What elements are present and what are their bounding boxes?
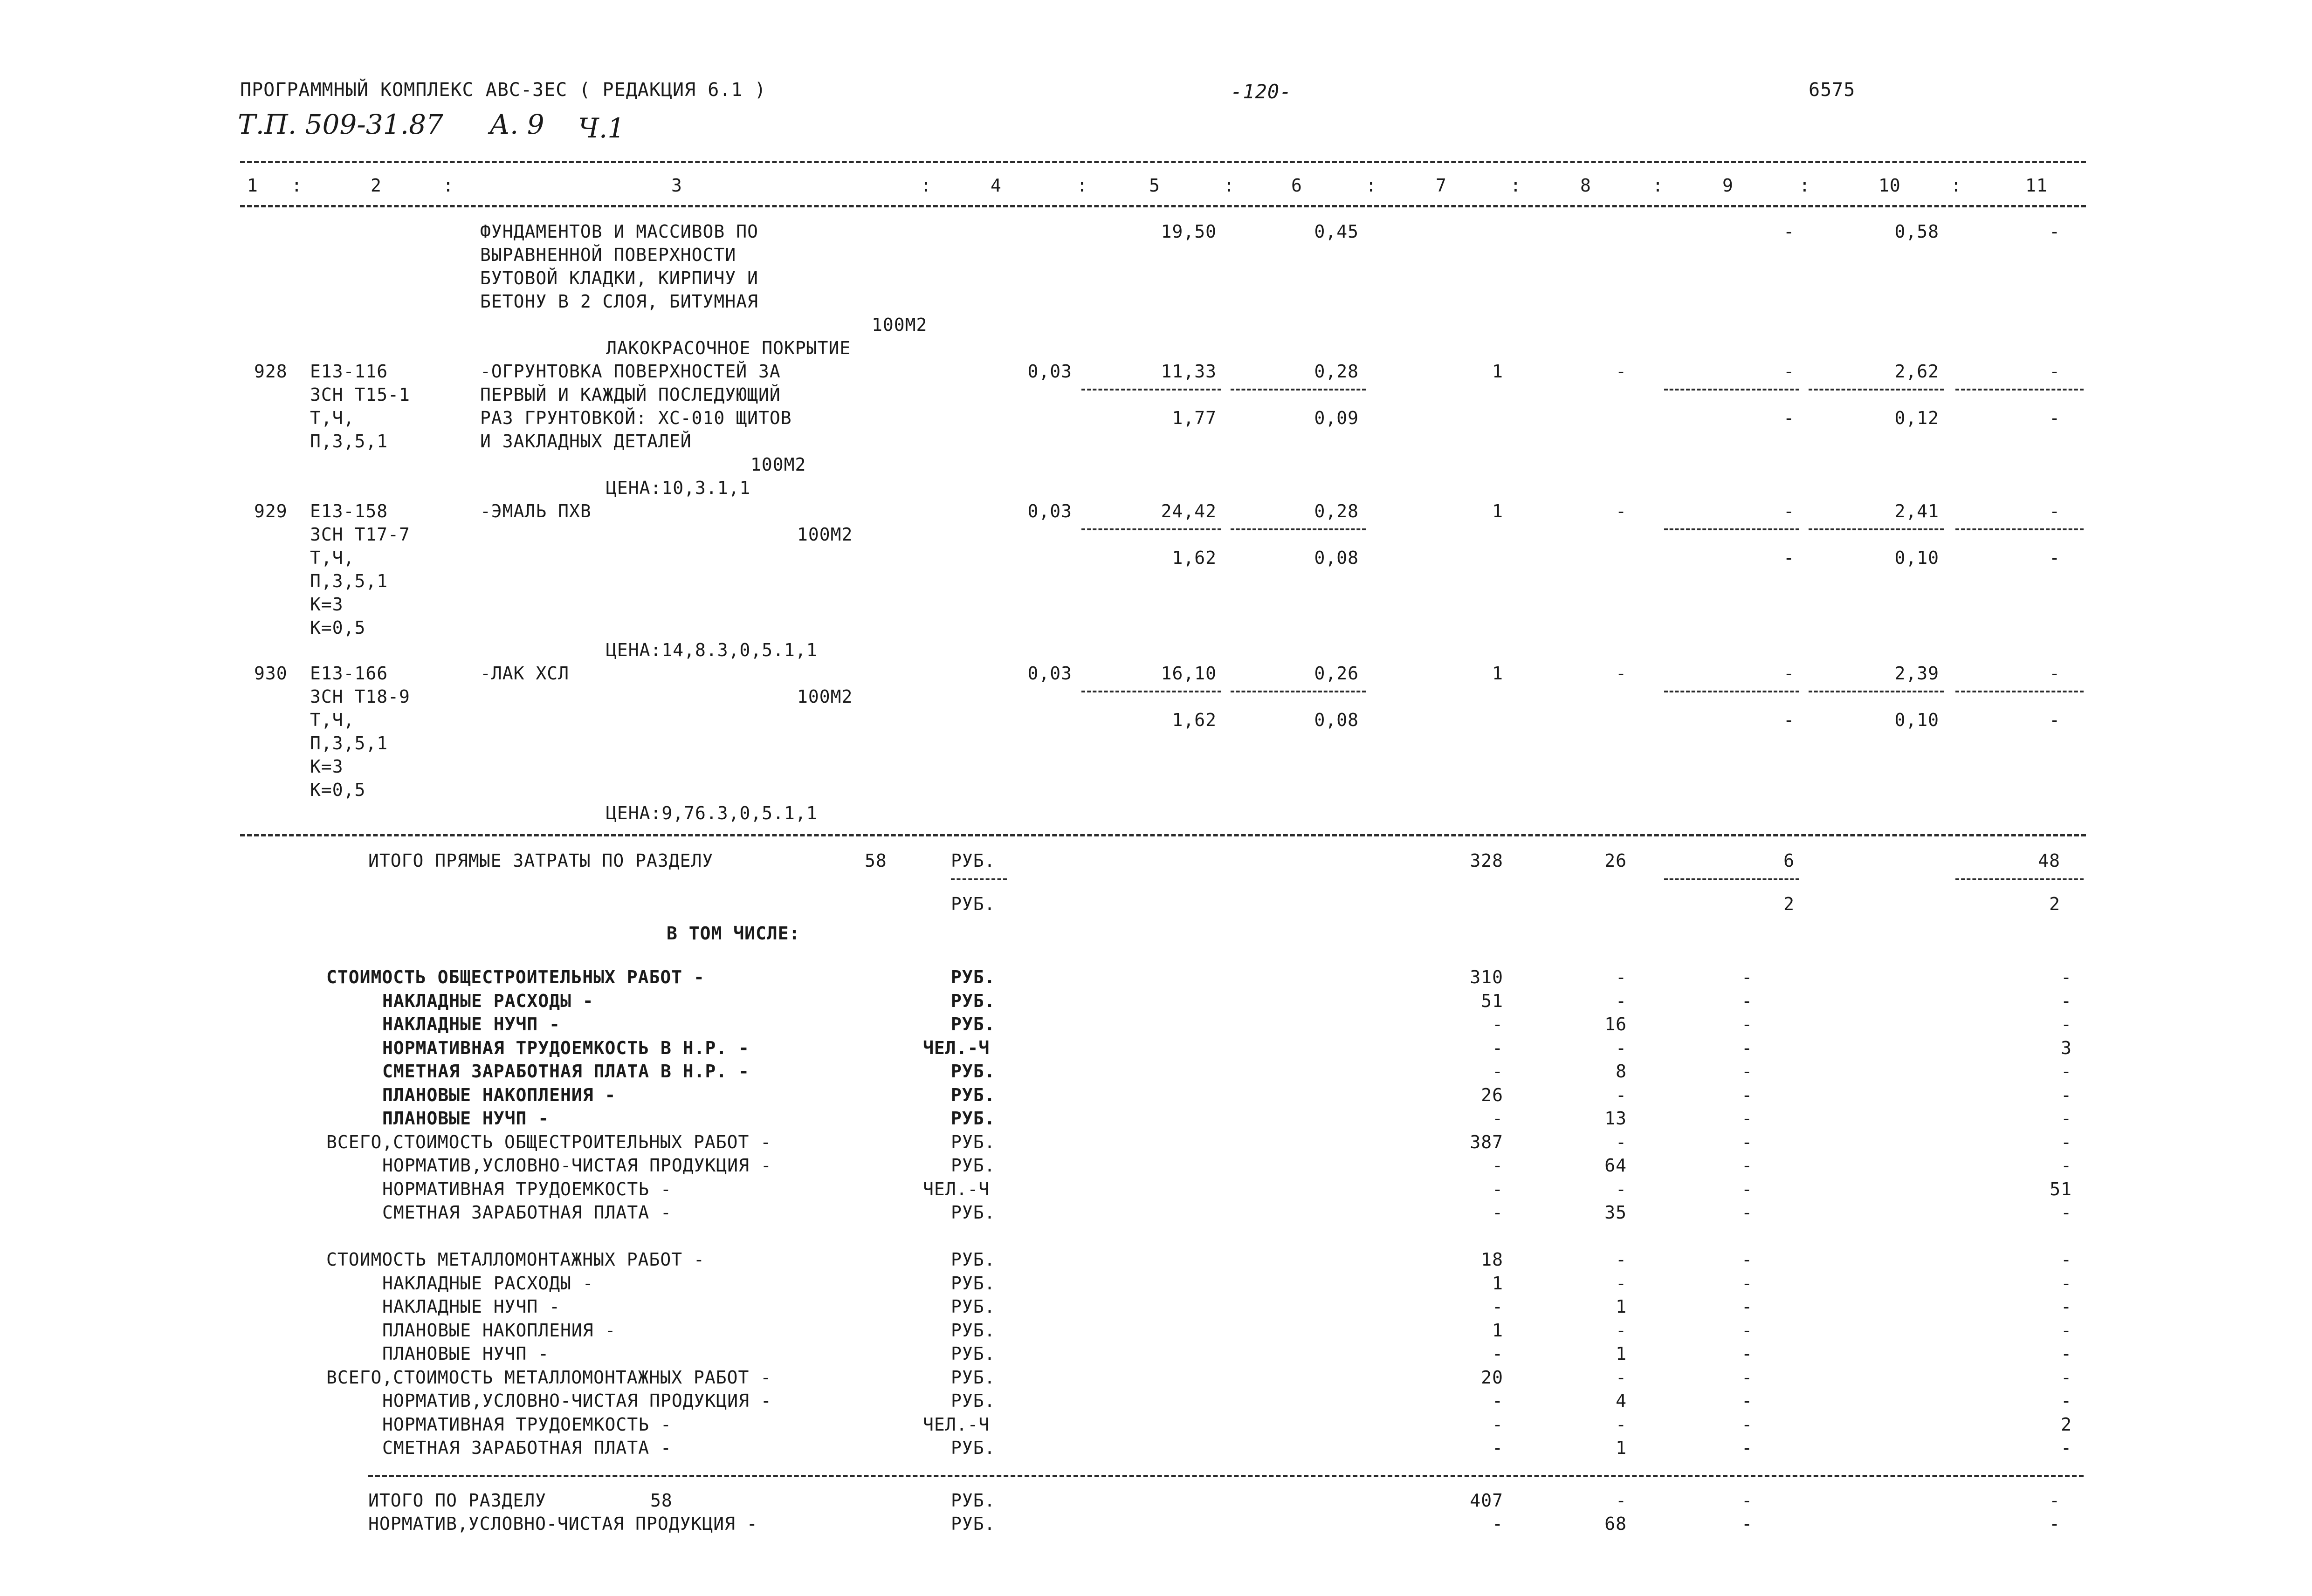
summary-col9: - — [1741, 1155, 1753, 1176]
column-header-6: 6 — [1291, 175, 1302, 196]
cell-c7: 1 — [1492, 361, 1503, 382]
summary-col11: - — [2061, 1296, 2072, 1317]
description-line: БЕТОНУ В 2 СЛОЯ, БИТУМНАЯ — [480, 291, 758, 312]
summary-unit: РУБ. — [951, 1438, 996, 1458]
summary-unit: РУБ. — [951, 991, 996, 1011]
summary-unit: РУБ. — [951, 1202, 996, 1223]
summary-col9: - — [1741, 1367, 1753, 1388]
cell-c10: 2,41 — [1894, 501, 1939, 521]
summary-unit: РУБ. — [951, 1249, 996, 1270]
summary-col11: - — [2061, 1132, 2072, 1152]
column-header-3: 3 — [671, 175, 682, 196]
summary-col9: - — [1741, 991, 1753, 1011]
unit-label: 100М2 — [797, 524, 853, 545]
description-line: ВЫРАВНЕННОЙ ПОВЕРХНОСТИ — [480, 245, 736, 265]
unit-price: ЦЕНА:10,3.1,1 — [606, 478, 751, 498]
cell-c5: 24,42 — [1161, 501, 1217, 521]
entry-number: 930 — [254, 663, 288, 684]
cell-c6: 0,26 — [1314, 663, 1359, 684]
entry-code-line: ЗСН Т15-1 — [310, 384, 410, 405]
cell-c8: - — [1616, 663, 1627, 684]
summary-label: ВСЕГО,СТОИМОСТЬ МЕТАЛЛОМОНТАЖНЫХ РАБОТ - — [326, 1367, 772, 1388]
summary-col8: 8 — [1616, 1061, 1627, 1082]
summary-col11: - — [2061, 1249, 2072, 1270]
description-line: -ЭМАЛЬ ПХВ — [480, 501, 592, 521]
column-separator: : — [1510, 175, 1521, 196]
entry-code-line: Т,Ч, — [310, 408, 355, 428]
cell-col5-lower: 1,62 — [1172, 548, 1217, 568]
summary-col9: - — [1741, 1179, 1753, 1199]
column-header-8: 8 — [1580, 175, 1591, 196]
summary-unit: РУБ. — [951, 1391, 996, 1411]
final-label: НОРМАТИВ,УСЛОВНО-ЧИСТАЯ ПРОДУКЦИЯ - — [368, 1514, 758, 1534]
final-unit: РУБ. — [951, 1514, 996, 1534]
summary-col7: - — [1492, 1179, 1503, 1199]
summary-col8: 4 — [1616, 1391, 1627, 1411]
column-separator: : — [921, 175, 932, 196]
cell-subrule — [1955, 389, 2084, 390]
summary-label: НОРМАТИВНАЯ ТРУДОЕМКОСТЬ В Н.Р. - — [382, 1038, 750, 1058]
cell-subrule — [1664, 389, 1799, 390]
summary-col9: - — [1741, 1343, 1753, 1364]
summary-col9: - — [1741, 1391, 1753, 1411]
summary-col7: 1 — [1492, 1320, 1503, 1341]
summary-col11: - — [2061, 991, 2072, 1011]
summary-col8: 35 — [1604, 1202, 1627, 1223]
description-line: -ОГРУНТОВКА ПОВЕРХНОСТЕЙ ЗА — [480, 361, 781, 382]
summary-col11: - — [2061, 1343, 2072, 1364]
cell-col5-lower: 1,77 — [1172, 408, 1217, 428]
column-separator: : — [1224, 175, 1235, 196]
entry-code-line: ЗСН Т18-9 — [310, 686, 410, 707]
sheet-code: 6575 — [1809, 79, 1856, 101]
cell-c11: - — [2049, 663, 2060, 684]
summary-label: СТОИМОСТЬ МЕТАЛЛОМОНТАЖНЫХ РАБОТ - — [326, 1249, 705, 1270]
summary-col9: - — [1741, 1038, 1753, 1058]
summary-label: ПЛАНОВЫЕ НАКОПЛЕНИЯ - — [382, 1320, 616, 1341]
entry-code-line: Т,Ч, — [310, 548, 355, 568]
summary-col11: - — [2061, 1155, 2072, 1176]
summary-label: ПЛАНОВЫЕ НУЧП - — [382, 1108, 550, 1129]
cell-subrule — [1809, 691, 1944, 692]
summary-col11: 3 — [2061, 1038, 2072, 1058]
summary-unit: ЧЕЛ.-Ч — [923, 1038, 990, 1058]
cell-col5: 19,50 — [1161, 221, 1217, 242]
unit-label: 100М2 — [750, 454, 806, 475]
summary-col7: 26 — [1481, 1085, 1503, 1105]
total-col9-lower: 2 — [1783, 894, 1795, 914]
summary-unit: РУБ. — [951, 1367, 996, 1388]
summary-label: НОРМАТИВНАЯ ТРУДОЕМКОСТЬ - — [382, 1179, 672, 1199]
column-header-2: 2 — [371, 175, 382, 196]
cell-subrule — [1664, 691, 1799, 692]
handwritten-album: А. 9 — [489, 109, 544, 140]
cell-col9-lower: - — [1783, 710, 1795, 730]
cell-c5: 11,33 — [1161, 361, 1217, 382]
cell-col4-qty: 0,03 — [1027, 501, 1072, 521]
description-line: ФУНДАМЕНТОВ И МАССИВОВ ПО — [480, 221, 758, 242]
summary-col11: - — [2061, 967, 2072, 987]
summary-col11: - — [2061, 1391, 2072, 1411]
final-col11: - — [2049, 1514, 2060, 1534]
summary-unit: РУБ. — [951, 1343, 996, 1364]
summary-col8: - — [1616, 1320, 1627, 1341]
section-heading: ЛАКОКРАСОЧНОЕ ПОКРЫТИЕ — [606, 338, 851, 358]
summary-label: ПЛАНОВЫЕ НАКОПЛЕНИЯ - — [382, 1085, 616, 1105]
summary-label: НАКЛАДНЫЕ НУЧП - — [382, 1014, 561, 1034]
cell-c10: 2,39 — [1894, 663, 1939, 684]
final-rule — [368, 1475, 2084, 1477]
summary-col9: - — [1741, 1296, 1753, 1317]
summary-col7: - — [1492, 1038, 1503, 1058]
summary-col8: - — [1616, 1249, 1627, 1270]
summary-unit: РУБ. — [951, 1061, 996, 1082]
summary-label: СМЕТНАЯ ЗАРАБОТНАЯ ПЛАТА - — [382, 1438, 672, 1458]
summary-col8: - — [1616, 967, 1627, 987]
summary-col11: - — [2061, 1202, 2072, 1223]
summary-col8: 1 — [1616, 1296, 1627, 1317]
entry-code-line: К=0,5 — [310, 617, 366, 638]
summary-col11: - — [2061, 1273, 2072, 1294]
page-number: -120- — [1231, 80, 1292, 103]
total-subrule — [1955, 878, 2084, 880]
including-heading: В ТОМ ЧИСЛЕ: — [667, 923, 800, 944]
cell-subrule — [1809, 528, 1944, 530]
description-line: БУТОВОЙ КЛАДКИ, КИРПИЧУ И — [480, 268, 758, 288]
summary-col7: - — [1492, 1296, 1503, 1317]
summary-col7: - — [1492, 1343, 1503, 1364]
summary-unit: РУБ. — [951, 1296, 996, 1317]
cell-c11: - — [2049, 361, 2060, 382]
summary-col9: - — [1741, 1273, 1753, 1294]
summary-col7: 20 — [1481, 1367, 1503, 1388]
cell-c6: 0,28 — [1314, 501, 1359, 521]
section-number: 58 — [865, 850, 887, 871]
entry-code-line: К=3 — [310, 594, 344, 615]
entry-code-line: ЗСН Т17-7 — [310, 524, 410, 545]
summary-col8: - — [1616, 1367, 1627, 1388]
cell-col6-lower: 0,09 — [1314, 408, 1359, 428]
column-separator: : — [1077, 175, 1088, 196]
cell-col9-lower: - — [1783, 548, 1795, 568]
entry-code-line: П,3,5,1 — [310, 571, 388, 591]
summary-label: НОРМАТИВ,УСЛОВНО-ЧИСТАЯ ПРОДУКЦИЯ - — [382, 1155, 772, 1176]
summary-label: ВСЕГО,СТОИМОСТЬ ОБЩЕСТРОИТЕЛЬНЫХ РАБОТ - — [326, 1132, 772, 1152]
summary-col9: - — [1741, 1085, 1753, 1105]
column-separator: : — [1951, 175, 1962, 196]
summary-col7: 51 — [1481, 991, 1503, 1011]
header-bottom-rule — [240, 205, 2086, 207]
summary-col8: 16 — [1604, 1014, 1627, 1034]
summary-col11: - — [2061, 1108, 2072, 1129]
column-header-10: 10 — [1878, 175, 1901, 196]
section-number: 58 — [650, 1490, 673, 1511]
cell-c9: - — [1783, 501, 1795, 521]
cell-c8: - — [1616, 361, 1627, 382]
summary-unit: РУБ. — [951, 1155, 996, 1176]
cell-subrule — [1081, 691, 1221, 692]
entry-code-line: Е13-116 — [310, 361, 388, 382]
summary-col8: - — [1616, 1179, 1627, 1199]
cell-subrule — [1231, 691, 1366, 692]
column-separator: : — [1799, 175, 1810, 196]
totals-top-rule — [240, 834, 2086, 836]
unit-price: ЦЕНА:14,8.3,0,5.1,1 — [606, 640, 818, 660]
summary-col7: - — [1492, 1108, 1503, 1129]
cell-col6-lower: 0,08 — [1314, 548, 1359, 568]
cell-col10-lower: 0,10 — [1894, 548, 1939, 568]
total-col7: 328 — [1470, 850, 1503, 871]
summary-label: НОРМАТИВНАЯ ТРУДОЕМКОСТЬ - — [382, 1414, 672, 1435]
summary-col8: - — [1616, 1273, 1627, 1294]
cell-c10: 2,62 — [1894, 361, 1939, 382]
summary-col9: - — [1741, 1108, 1753, 1129]
summary-col11: 2 — [2061, 1414, 2072, 1435]
handwritten-part: Ч.1 — [578, 112, 625, 144]
column-header-4: 4 — [991, 175, 1002, 196]
final-unit: РУБ. — [951, 1490, 996, 1511]
column-header-1: 1 — [247, 175, 258, 196]
cell-c5: 16,10 — [1161, 663, 1217, 684]
cell-col9: - — [1783, 221, 1795, 242]
summary-label: СМЕТНАЯ ЗАРАБОТНАЯ ПЛАТА - — [382, 1202, 672, 1223]
unit-label: 100М2 — [872, 315, 928, 335]
summary-col9: - — [1741, 1320, 1753, 1341]
summary-label: СТОИМОСТЬ ОБЩЕСТРОИТЕЛЬНЫХ РАБОТ - — [326, 967, 705, 987]
summary-col11: - — [2061, 1085, 2072, 1105]
column-separator: : — [1652, 175, 1664, 196]
cell-subrule — [1081, 389, 1221, 390]
cell-c6: 0,28 — [1314, 361, 1359, 382]
summary-col8: - — [1616, 1414, 1627, 1435]
column-header-11: 11 — [2025, 175, 2048, 196]
summary-col8: 13 — [1604, 1108, 1627, 1129]
summary-col9: - — [1741, 1014, 1753, 1034]
cell-c8: - — [1616, 501, 1627, 521]
summary-label: НАКЛАДНЫЕ НУЧП - — [382, 1296, 561, 1317]
summary-label: СМЕТНАЯ ЗАРАБОТНАЯ ПЛАТА В Н.Р. - — [382, 1061, 750, 1082]
cell-col6: 0,45 — [1314, 221, 1359, 242]
summary-label: НОРМАТИВ,УСЛОВНО-ЧИСТАЯ ПРОДУКЦИЯ - — [382, 1391, 772, 1411]
summary-unit: РУБ. — [951, 1273, 996, 1294]
cell-c7: 1 — [1492, 663, 1503, 684]
summary-col11: - — [2061, 1061, 2072, 1082]
cell-col10-lower: 0,12 — [1894, 408, 1939, 428]
direct-costs-label: ИТОГО ПРЯМЫЕ ЗАТРАТЫ ПО РАЗДЕЛУ — [368, 850, 714, 871]
entry-code-line: П,3,5,1 — [310, 733, 388, 753]
total-col8: 26 — [1604, 850, 1627, 871]
summary-unit: РУБ. — [951, 1014, 996, 1034]
description-line: ПЕРВЫЙ И КАЖДЫЙ ПОСЛЕДУЮЩИЙ — [480, 384, 781, 405]
cell-col11: - — [2049, 221, 2060, 242]
summary-unit: РУБ. — [951, 1085, 996, 1105]
summary-col7: - — [1492, 1061, 1503, 1082]
final-col7: - — [1492, 1514, 1503, 1534]
column-separator: : — [443, 175, 454, 196]
cell-col5-lower: 1,62 — [1172, 710, 1217, 730]
handwritten-project-number: Т.П. 509-31.87 — [238, 109, 443, 140]
summary-col7: 387 — [1470, 1132, 1503, 1152]
unit-rub: РУБ. — [951, 894, 996, 914]
column-separator: : — [291, 175, 303, 196]
cell-col4-qty: 0,03 — [1027, 663, 1072, 684]
cell-subrule — [1664, 528, 1799, 530]
entry-number: 929 — [254, 501, 288, 521]
column-header-9: 9 — [1722, 175, 1734, 196]
cell-col11-lower: - — [2049, 710, 2060, 730]
unit-price: ЦЕНА:9,76.3,0,5.1,1 — [606, 803, 818, 823]
summary-unit: РУБ. — [951, 1132, 996, 1152]
summary-col8: - — [1616, 1132, 1627, 1152]
summary-unit: РУБ. — [951, 1108, 996, 1129]
summary-col9: - — [1741, 1202, 1753, 1223]
summary-col11: - — [2061, 1438, 2072, 1458]
cell-c11: - — [2049, 501, 2060, 521]
description-line: РАЗ ГРУНТОВКОЙ: ХС-010 ЩИТОВ — [480, 408, 792, 428]
unit-label: 100М2 — [797, 686, 853, 707]
summary-col11: 51 — [2050, 1179, 2072, 1199]
final-col7: 407 — [1470, 1490, 1503, 1511]
summary-label: НАКЛАДНЫЕ РАСХОДЫ - — [382, 1273, 594, 1294]
final-col8: 68 — [1604, 1514, 1627, 1534]
entry-code-line: Т,Ч, — [310, 710, 355, 730]
cell-subrule — [1231, 528, 1366, 530]
final-col8: - — [1616, 1490, 1627, 1511]
cell-c9: - — [1783, 361, 1795, 382]
summary-col7: - — [1492, 1414, 1503, 1435]
total-subrule — [1664, 878, 1799, 880]
entry-code-line: П,3,5,1 — [310, 431, 388, 452]
summary-col7: - — [1492, 1202, 1503, 1223]
summary-col11: - — [2061, 1014, 2072, 1034]
summary-col9: - — [1741, 1414, 1753, 1435]
summary-col8: - — [1616, 991, 1627, 1011]
summary-col7: - — [1492, 1391, 1503, 1411]
entry-code-line: Е13-158 — [310, 501, 388, 521]
summary-col7: 18 — [1481, 1249, 1503, 1270]
total-col11: 48 — [2038, 850, 2060, 871]
cell-col6-lower: 0,08 — [1314, 710, 1359, 730]
summary-col7: - — [1492, 1438, 1503, 1458]
summary-label: НАКЛАДНЫЕ РАСХОДЫ - — [382, 991, 594, 1011]
description-line: И ЗАКЛАДНЫХ ДЕТАЛЕЙ — [480, 431, 692, 452]
summary-col11: - — [2061, 1367, 2072, 1388]
description-line: -ЛАК ХСЛ — [480, 663, 570, 684]
cell-c9: - — [1783, 663, 1795, 684]
summary-unit: РУБ. — [951, 1320, 996, 1341]
final-col9: - — [1741, 1490, 1753, 1511]
summary-col8: - — [1616, 1038, 1627, 1058]
entry-code-line: К=3 — [310, 756, 344, 777]
cell-col10: 0,58 — [1894, 221, 1939, 242]
summary-col7: 310 — [1470, 967, 1503, 987]
summary-unit: ЧЕЛ.-Ч — [923, 1414, 990, 1435]
entry-number: 928 — [254, 361, 288, 382]
summary-col7: - — [1492, 1014, 1503, 1034]
entry-code-line: Е13-166 — [310, 663, 388, 684]
column-separator: : — [1366, 175, 1377, 196]
cell-col4-qty: 0,03 — [1027, 361, 1072, 382]
summary-col7: 1 — [1492, 1273, 1503, 1294]
summary-unit: ЧЕЛ.-Ч — [923, 1179, 990, 1199]
column-header-5: 5 — [1149, 175, 1160, 196]
summary-col9: - — [1741, 1438, 1753, 1458]
cell-col9-lower: - — [1783, 408, 1795, 428]
cell-subrule — [1955, 528, 2084, 530]
cell-subrule — [1081, 528, 1221, 530]
summary-col7: - — [1492, 1155, 1503, 1176]
cell-subrule — [1231, 389, 1366, 390]
summary-col9: - — [1741, 1132, 1753, 1152]
summary-col8: 64 — [1604, 1155, 1627, 1176]
total-col9: 6 — [1783, 850, 1795, 871]
summary-col8: 1 — [1616, 1343, 1627, 1364]
column-header-7: 7 — [1436, 175, 1447, 196]
summary-col8: - — [1616, 1085, 1627, 1105]
entry-code-line: К=0,5 — [310, 780, 366, 800]
summary-col9: - — [1741, 967, 1753, 987]
cell-col11-lower: - — [2049, 408, 2060, 428]
cell-subrule — [1809, 389, 1944, 390]
summary-label: ПЛАНОВЫЕ НУЧП - — [382, 1343, 550, 1364]
cell-subrule — [1955, 691, 2084, 692]
unit-rub: РУБ. — [951, 850, 996, 871]
final-col11: - — [2049, 1490, 2060, 1511]
cell-col10-lower: 0,10 — [1894, 710, 1939, 730]
summary-col9: - — [1741, 1249, 1753, 1270]
final-label: ИТОГО ПО РАЗДЕЛУ — [368, 1490, 547, 1511]
cell-col11-lower: - — [2049, 548, 2060, 568]
final-col9: - — [1741, 1514, 1753, 1534]
summary-col9: - — [1741, 1061, 1753, 1082]
unit-subrule — [951, 878, 1007, 880]
cell-c7: 1 — [1492, 501, 1503, 521]
program-header: ПРОГРАММНЫЙ КОМПЛЕКС АВС-ЗЕС ( РЕДАКЦИЯ 6.1 ) — [240, 79, 766, 101]
summary-col11: - — [2061, 1320, 2072, 1341]
summary-col8: 1 — [1616, 1438, 1627, 1458]
summary-unit: РУБ. — [951, 967, 996, 987]
header-top-rule — [240, 161, 2086, 163]
total-col11-lower: 2 — [2049, 894, 2060, 914]
